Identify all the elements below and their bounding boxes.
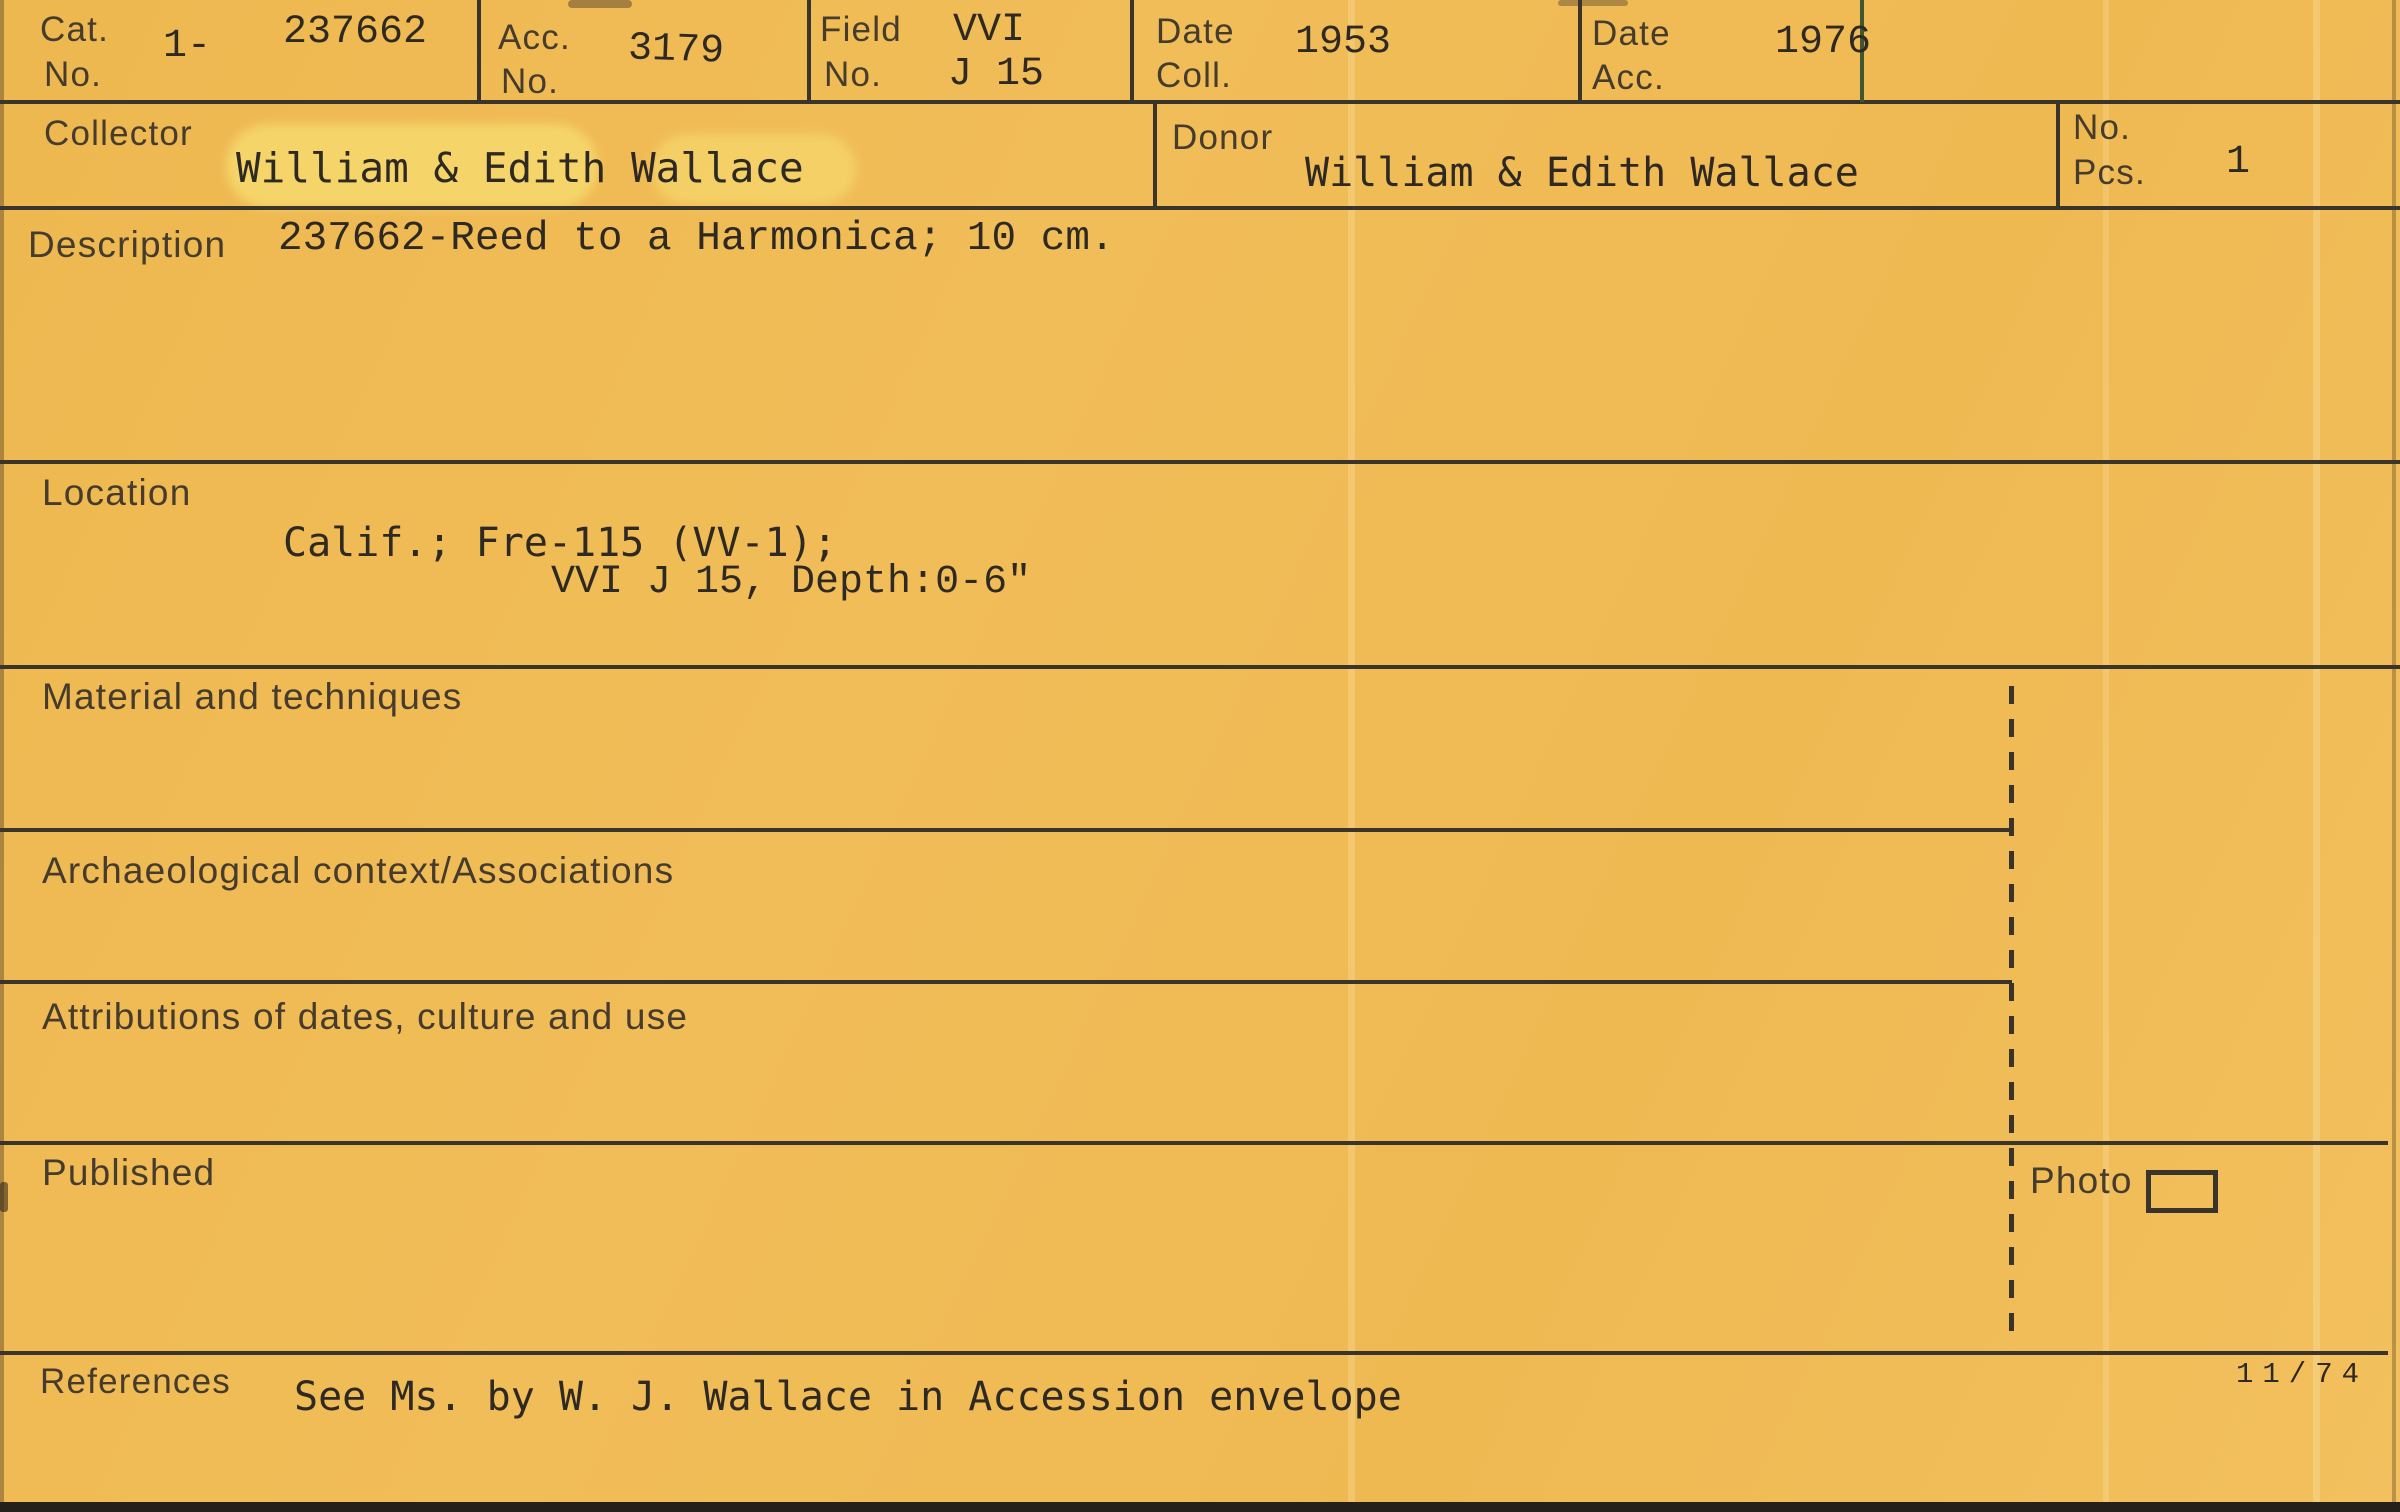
acc-no-label-line2: No.	[501, 62, 560, 101]
location-line2: VVI J 15, Depth:0-6"	[551, 560, 1032, 605]
scan-mark	[0, 1182, 8, 1212]
rule-references-top	[0, 1351, 2388, 1355]
attributions-label: Attributions of dates, culture and use	[42, 996, 689, 1037]
cat-no-prefix: 1-	[163, 24, 212, 69]
field-no-label-line2: No.	[824, 55, 883, 94]
divider-donor-pcs	[2056, 100, 2060, 208]
field-no-label-line1: Field	[820, 10, 902, 49]
date-acc-label-line1: Date	[1592, 14, 1671, 53]
location-label: Location	[42, 472, 192, 513]
description-value: 237662-Reed to a Harmonica; 10 cm.	[278, 216, 1115, 262]
no-pcs-label-line1: No.	[2073, 108, 2132, 147]
scan-smudge	[1558, 0, 1628, 6]
material-label: Material and techniques	[42, 676, 463, 717]
cat-no-label-line1: Cat.	[40, 10, 109, 49]
donor-label: Donor	[1172, 118, 1274, 157]
rule-header-bottom	[0, 100, 2400, 104]
scan-edge-right	[2392, 0, 2396, 1512]
date-acc-label-line2: Acc.	[1592, 58, 1665, 97]
date-acc-value: 1976	[1775, 20, 1872, 65]
date-coll-label-line1: Date	[1156, 12, 1235, 51]
divider-collector-donor	[1153, 102, 1157, 208]
paper-crease	[2313, 0, 2320, 1512]
location-line1: Calif.; Fre-115 (VV-1);	[283, 520, 837, 566]
context-label: Archaeological context/Associations	[42, 850, 675, 891]
collector-label: Collector	[44, 114, 193, 153]
date-coll-value: 1953	[1295, 20, 1392, 65]
rule-context-top	[0, 828, 2012, 832]
paper-crease	[2103, 0, 2109, 1512]
acc-no-label-line1: Acc.	[498, 18, 571, 57]
cat-no-label-line2: No.	[44, 55, 103, 94]
references-value: See Ms. by W. J. Wallace in Accession envelope	[294, 1374, 1402, 1420]
divider-cat-acc	[477, 0, 481, 102]
rule-attributions-top	[0, 980, 2012, 984]
scan-smudge	[568, 0, 632, 8]
no-pcs-label-line2: Pcs.	[2073, 153, 2146, 192]
divider-field-datecoll	[1130, 0, 1134, 102]
references-label: References	[40, 1362, 231, 1401]
divider-acc-field	[807, 0, 811, 102]
scan-edge-bottom	[0, 1502, 2400, 1512]
acc-no-value: 3179	[627, 26, 725, 75]
photo-checkbox	[2146, 1170, 2218, 1213]
divider-datecoll-dateacc	[1578, 0, 1582, 102]
description-label: Description	[28, 224, 227, 265]
photo-label: Photo	[2030, 1160, 2133, 1201]
scan-edge-left	[0, 0, 4, 1512]
rule-location-top	[0, 460, 2400, 464]
cat-no-value: 237662	[283, 10, 428, 55]
collector-value: William & Edith Wallace	[236, 144, 804, 192]
no-pcs-value: 1	[2226, 140, 2251, 185]
field-no-value-line2: J 15	[948, 52, 1045, 97]
rule-material-top	[0, 665, 2400, 669]
dashed-column-rule	[2009, 686, 2014, 1338]
field-no-value-line1: VVI	[953, 8, 1026, 53]
paper-crease	[1348, 0, 1355, 1512]
date-coll-label-line2: Coll.	[1156, 56, 1233, 95]
date-stamp: 11/74	[2236, 1358, 2369, 1391]
donor-value: William & Edith Wallace	[1305, 150, 1859, 196]
rule-published-top	[0, 1141, 2388, 1145]
published-label: Published	[42, 1152, 216, 1193]
rule-collector-bottom	[0, 206, 2400, 210]
